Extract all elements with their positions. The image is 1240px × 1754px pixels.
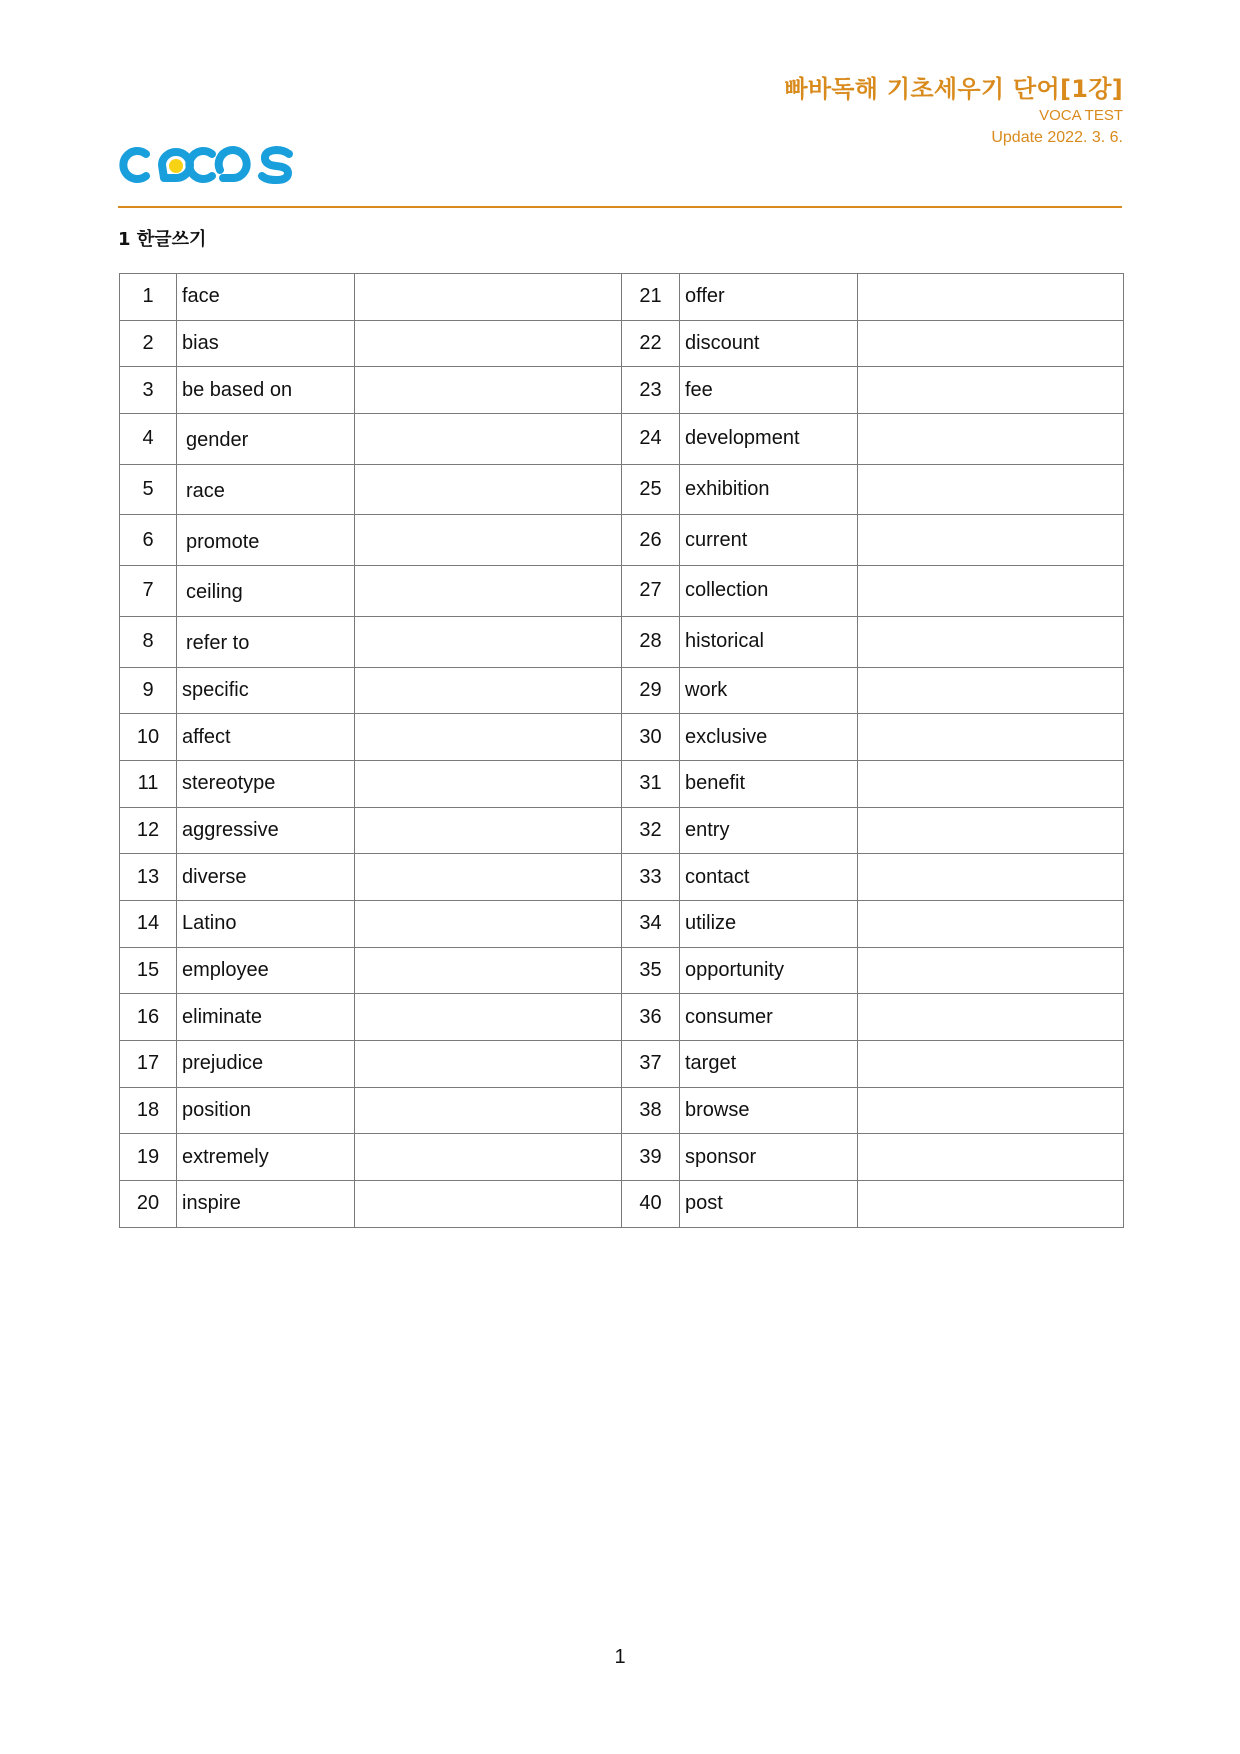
item-number: 25 (622, 464, 680, 515)
table-row (120, 947, 1124, 994)
logo-letter-s (262, 150, 289, 180)
vocab-word: exclusive (680, 714, 858, 761)
table-row (120, 616, 1124, 667)
table-row (120, 274, 1124, 321)
item-number: 38 (622, 1087, 680, 1134)
vocab-word: be based on (177, 367, 355, 414)
item-number: 1 (120, 274, 177, 321)
answer-cell[interactable] (858, 854, 1124, 901)
vocab-word: entry (680, 807, 858, 854)
page-number: 1 (614, 1646, 626, 1668)
table-row (120, 1041, 1124, 1088)
item-number: 12 (120, 807, 177, 854)
cocos-logo-mark (116, 140, 298, 190)
vocab-word: target (680, 1041, 858, 1088)
item-number: 8 (120, 616, 177, 667)
vocab-word: affect (177, 714, 355, 761)
item-number: 30 (622, 714, 680, 761)
table-row (120, 1134, 1124, 1181)
item-number: 2 (120, 320, 177, 367)
item-number: 4 (120, 414, 177, 465)
item-number: 21 (622, 274, 680, 321)
vocab-word: gender (177, 414, 355, 465)
answer-cell[interactable] (858, 714, 1124, 761)
vocab-word: development (680, 414, 858, 465)
answer-cell[interactable] (858, 807, 1124, 854)
answer-cell[interactable] (355, 1041, 622, 1088)
item-number: 17 (120, 1041, 177, 1088)
vocab-word: diverse (177, 854, 355, 901)
answer-cell[interactable] (858, 947, 1124, 994)
answer-cell[interactable] (355, 414, 622, 465)
header-divider (118, 206, 1122, 208)
item-number: 32 (622, 807, 680, 854)
vocab-word: eliminate (177, 994, 355, 1041)
item-number: 24 (622, 414, 680, 465)
answer-cell[interactable] (858, 1041, 1124, 1088)
answer-cell[interactable] (355, 667, 622, 714)
vocab-word: browse (680, 1087, 858, 1134)
item-number: 33 (622, 854, 680, 901)
answer-cell[interactable] (355, 807, 622, 854)
vocab-word: promote (177, 515, 355, 566)
answer-cell[interactable] (858, 760, 1124, 807)
vocab-word: collection (680, 566, 858, 617)
logo-letter-c1 (123, 151, 146, 179)
table-row (120, 414, 1124, 465)
item-number: 28 (622, 616, 680, 667)
table-row (120, 515, 1124, 566)
cocos-logo (116, 140, 298, 190)
item-number: 27 (622, 566, 680, 617)
item-number: 34 (622, 900, 680, 947)
answer-cell[interactable] (858, 1087, 1124, 1134)
table-row (120, 464, 1124, 515)
vocab-word: employee (177, 947, 355, 994)
update-date: Update 2022. 3. 6. (991, 129, 1123, 146)
vocab-word: opportunity (680, 947, 858, 994)
item-number: 20 (120, 1181, 177, 1228)
item-number: 26 (622, 515, 680, 566)
item-number: 39 (622, 1134, 680, 1181)
vocab-word: prejudice (177, 1041, 355, 1088)
answer-cell[interactable] (858, 515, 1124, 566)
table-row (120, 900, 1124, 947)
vocab-word: historical (680, 616, 858, 667)
answer-cell[interactable] (858, 900, 1124, 947)
table-row (120, 667, 1124, 714)
vocab-word: inspire (177, 1181, 355, 1228)
logo-letter-o2 (219, 150, 247, 178)
item-number: 40 (622, 1181, 680, 1228)
item-number: 19 (120, 1134, 177, 1181)
item-number: 15 (120, 947, 177, 994)
vocab-word: fee (680, 367, 858, 414)
document-subtitle: VOCA TEST (1039, 107, 1123, 124)
item-number: 11 (120, 760, 177, 807)
item-number: 37 (622, 1041, 680, 1088)
item-number: 31 (622, 760, 680, 807)
answer-cell[interactable] (355, 1181, 622, 1228)
table-row (120, 367, 1124, 414)
answer-cell[interactable] (355, 1134, 622, 1181)
vocab-word: ceiling (177, 566, 355, 617)
table-row (120, 807, 1124, 854)
table-row (120, 1181, 1124, 1228)
document-title: 빠바독해 기초세우기 단어[1강] (784, 75, 1123, 103)
item-number: 16 (120, 994, 177, 1041)
answer-cell[interactable] (355, 515, 622, 566)
item-number: 10 (120, 714, 177, 761)
answer-cell[interactable] (355, 464, 622, 515)
vocab-word: aggressive (177, 807, 355, 854)
section-title: 1 한글쓰기 (118, 229, 207, 250)
answer-cell[interactable] (355, 714, 622, 761)
item-number: 3 (120, 367, 177, 414)
item-number: 35 (622, 947, 680, 994)
vocab-word: discount (680, 320, 858, 367)
item-number: 13 (120, 854, 177, 901)
answer-cell[interactable] (355, 947, 622, 994)
vocab-word: offer (680, 274, 858, 321)
vocab-word: face (177, 274, 355, 321)
vocab-word: position (177, 1087, 355, 1134)
answer-cell[interactable] (858, 414, 1124, 465)
vocab-table-body (120, 274, 1124, 1228)
item-number: 22 (622, 320, 680, 367)
answer-cell[interactable] (858, 994, 1124, 1041)
answer-cell[interactable] (355, 367, 622, 414)
answer-cell[interactable] (355, 320, 622, 367)
table-row (120, 854, 1124, 901)
document-header (784, 72, 1123, 151)
vocab-word: bias (177, 320, 355, 367)
answer-cell[interactable] (858, 616, 1124, 667)
answer-cell[interactable] (355, 854, 622, 901)
table-row (120, 994, 1124, 1041)
table-row (120, 320, 1124, 367)
item-number: 29 (622, 667, 680, 714)
vocab-table (119, 273, 1124, 1228)
logo-accent-dot (169, 159, 183, 173)
vocab-word: consumer (680, 994, 858, 1041)
vocab-word: current (680, 515, 858, 566)
vocab-word: utilize (680, 900, 858, 947)
answer-cell[interactable] (355, 616, 622, 667)
vocab-word: work (680, 667, 858, 714)
vocab-word: Latino (177, 900, 355, 947)
item-number: 7 (120, 566, 177, 617)
item-number: 14 (120, 900, 177, 947)
answer-cell[interactable] (355, 994, 622, 1041)
answer-cell[interactable] (858, 667, 1124, 714)
vocab-word: specific (177, 667, 355, 714)
vocab-word: post (680, 1181, 858, 1228)
answer-cell[interactable] (858, 320, 1124, 367)
answer-cell[interactable] (858, 274, 1124, 321)
answer-cell[interactable] (355, 566, 622, 617)
logo-letter-c2 (189, 151, 212, 179)
answer-cell[interactable] (858, 464, 1124, 515)
table-row (120, 566, 1124, 617)
answer-cell[interactable] (858, 367, 1124, 414)
vocab-word: extremely (177, 1134, 355, 1181)
item-number: 6 (120, 515, 177, 566)
answer-cell[interactable] (355, 760, 622, 807)
vocab-word: refer to (177, 616, 355, 667)
vocab-word: exhibition (680, 464, 858, 515)
vocab-word: race (177, 464, 355, 515)
answer-cell[interactable] (355, 1087, 622, 1134)
answer-cell[interactable] (858, 566, 1124, 617)
answer-cell[interactable] (858, 1181, 1124, 1228)
item-number: 36 (622, 994, 680, 1041)
answer-cell[interactable] (355, 900, 622, 947)
vocab-word: stereotype (177, 760, 355, 807)
vocab-word: sponsor (680, 1134, 858, 1181)
answer-cell[interactable] (355, 274, 622, 321)
vocab-word: contact (680, 854, 858, 901)
vocab-word: benefit (680, 760, 858, 807)
table-row (120, 1087, 1124, 1134)
table-row (120, 760, 1124, 807)
item-number: 9 (120, 667, 177, 714)
item-number: 23 (622, 367, 680, 414)
item-number: 18 (120, 1087, 177, 1134)
answer-cell[interactable] (858, 1134, 1124, 1181)
item-number: 5 (120, 464, 177, 515)
table-row (120, 714, 1124, 761)
